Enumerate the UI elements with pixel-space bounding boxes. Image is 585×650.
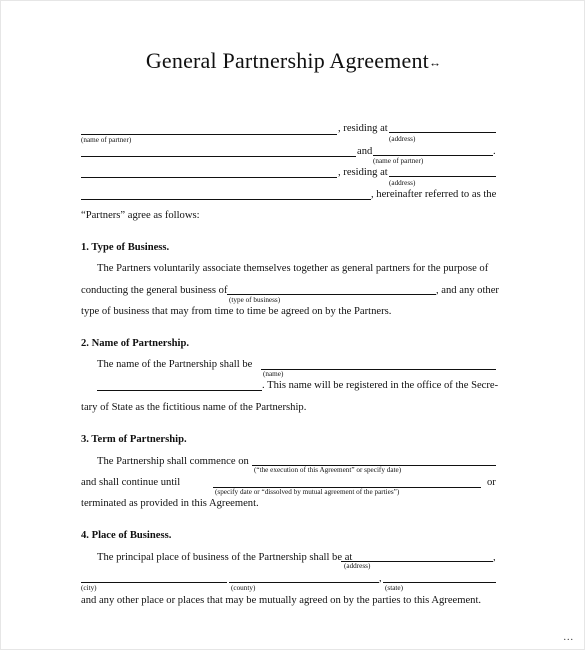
section-2-line-1: The name of the Partnership shall be [97,359,253,370]
state-line[interactable] [383,582,496,583]
continue-until-label: (specify date or “dissolved by mutual agreement of the parties”) [215,488,400,496]
type-of-business-line[interactable] [227,294,436,295]
section-3-line-2b: or [487,477,496,488]
line-before-and[interactable] [81,156,356,157]
partners-agree-text: “Partners” agree as follows: [81,210,200,221]
address-line-1[interactable] [389,132,496,133]
place-of-business-address-label: (address) [344,562,371,570]
section-4-line-1: The principal place of business of the Partnership shall be at [97,552,353,563]
city-line[interactable] [81,582,227,583]
hereinafter-text: , hereinafter referred to as the [371,189,497,200]
residing-at-text-2: , residing at [338,167,388,178]
more-indicator: ... [563,632,574,643]
section-1-line-1: The Partners voluntarily associate themselves together as general partners for the purpose of [97,263,489,274]
section-1-line-2a: conducting the general business of [81,285,228,296]
section-1-line-2b: , and any other [436,285,499,296]
county-label: (county) [231,584,256,592]
and-text: and [357,146,373,157]
section-1-heading: 1. Type of Business. [81,242,170,253]
commence-date-label: (“the execution of this Agreement” or specify date) [254,466,402,474]
name-of-partner-label-2: (name of partner) [373,157,424,165]
line-before-residing-2[interactable] [81,177,337,178]
state-label: (state) [385,584,403,592]
period-1: . [493,146,496,157]
line-before-hereinafter[interactable] [81,199,371,200]
partnership-name-line-1[interactable] [261,369,496,370]
section-4-comma: , [493,552,496,563]
name-of-partner-label-1: (name of partner) [81,136,132,144]
section-4-line-3: and any other place or places that may be mutually agreed on by the parties to this Agreement. [81,595,482,606]
city-label: (city) [81,584,97,592]
county-line[interactable] [229,582,379,583]
section-3-line-3: terminated as provided in this Agreement. [81,498,259,509]
partnership-name-line-2[interactable] [97,390,262,391]
title-text: General Partnership Agreement [145,48,429,73]
section-3-line-1: The Partnership shall commence on [97,456,249,467]
address-label-1: (address) [389,135,416,143]
section-2-line-2: . This name will be registered in the office of the Secre- [262,380,499,391]
type-of-business-label: (type of business) [229,296,281,304]
section-2-line-3: tary of State as the fictitious name of the Partnership. [81,402,307,413]
partner-name-line-2[interactable] [373,155,493,156]
section-3-heading: 3. Term of Partnership. [81,434,187,445]
address-label-2: (address) [389,179,416,187]
section-4-heading: 4. Place of Business. [81,530,172,541]
document-title [1,48,585,74]
residing-at-text-1: , residing at [338,123,388,134]
partner-name-line-1[interactable] [81,134,337,135]
section-4-comma-2: , [379,573,382,584]
title-mark: ↔ [428,55,442,70]
section-1-line-3: type of business that may from time to time be agreed on by the Partners. [81,306,392,317]
partnership-name-label: (name) [263,370,284,378]
address-line-2[interactable] [389,176,496,177]
section-3-line-2a: and shall continue until [81,477,181,488]
section-2-heading: 2. Name of Partnership. [81,338,189,349]
